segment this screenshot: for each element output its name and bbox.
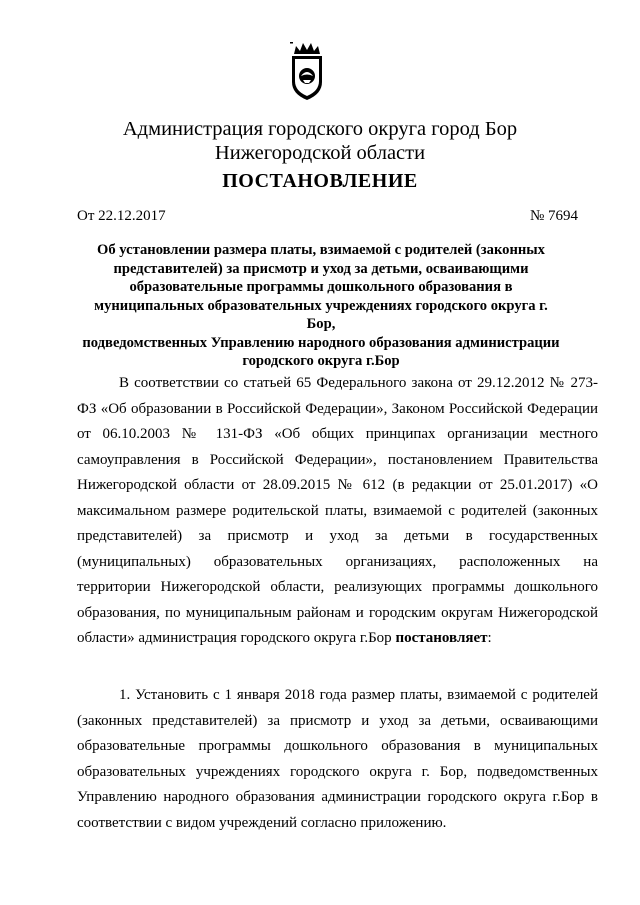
- paragraph-item-1: 1. Установить с 1 января 2018 года размер платы, взимаемой с родителей (законных представителей) за присмотр и уход за детьми, осваивающими образовательные программы дошкольного образования в муниципальных образовательных учреждениях городского округа г. Бор, подведомственных Управлению народного образования администрации городского округа г.Бор в соответствии с видом учреждений согласно приложению.: [77, 687, 598, 831]
- subject-line: Об установлении размера платы, взимаемой с родителей (законных: [97, 242, 545, 258]
- city-coat-of-arms-icon: [288, 40, 326, 102]
- paragraph-preamble: [77, 371, 598, 652]
- document-number: № 7694: [530, 208, 579, 224]
- preamble-text: В соответствии со статьей 65 Федерального закона от 29.12.2012 № 273-ФЗ «Об образовании в Российской Федерации», Законом Российской Федерации от 06.10.2003 № 131-ФЗ «Об общих принципах организации местного самоуправления в Российской Федерации», постановлением Правительства Нижегородской области от 28.09.2015 № 612 (в редакции от 25.01.2017) «О максимальном размере родительской платы, взимаемой с родителей (законных представителей) за присмотр и уход за детьми в государственных (муниципальных) образовательных организациях, расположенных на территории Нижегородской области, реализующих программы дошкольного образования, по муниципальным районам и городским округам Нижегородской области» администрация городского округа г.Бор: [77, 375, 598, 646]
- preamble-end: :: [487, 630, 492, 646]
- document-subject: [82, 241, 560, 371]
- subject-line: городского округа г.Бор: [242, 353, 400, 369]
- subject-line: образовательные программы дошкольного образования в: [129, 279, 513, 295]
- subject-line: подведомственных Управлению народного образования администрации: [82, 334, 560, 351]
- document-date: От 22.12.2017: [77, 208, 166, 224]
- preamble-resolution-word: постановляет: [395, 630, 488, 646]
- org-name-line2: Нижегородской области: [214, 142, 426, 164]
- organization-name: [0, 117, 640, 165]
- subject-line: представителей) за присмотр и уход за детьми, осваивающими: [113, 260, 529, 277]
- org-name-line1: Администрация городского округа город Бор: [122, 118, 518, 140]
- document-type: ПОСТАНОВЛЕНИЕ: [222, 170, 418, 192]
- subject-line: муниципальных образовательных учреждениях городского округа г. Бор,: [94, 297, 548, 332]
